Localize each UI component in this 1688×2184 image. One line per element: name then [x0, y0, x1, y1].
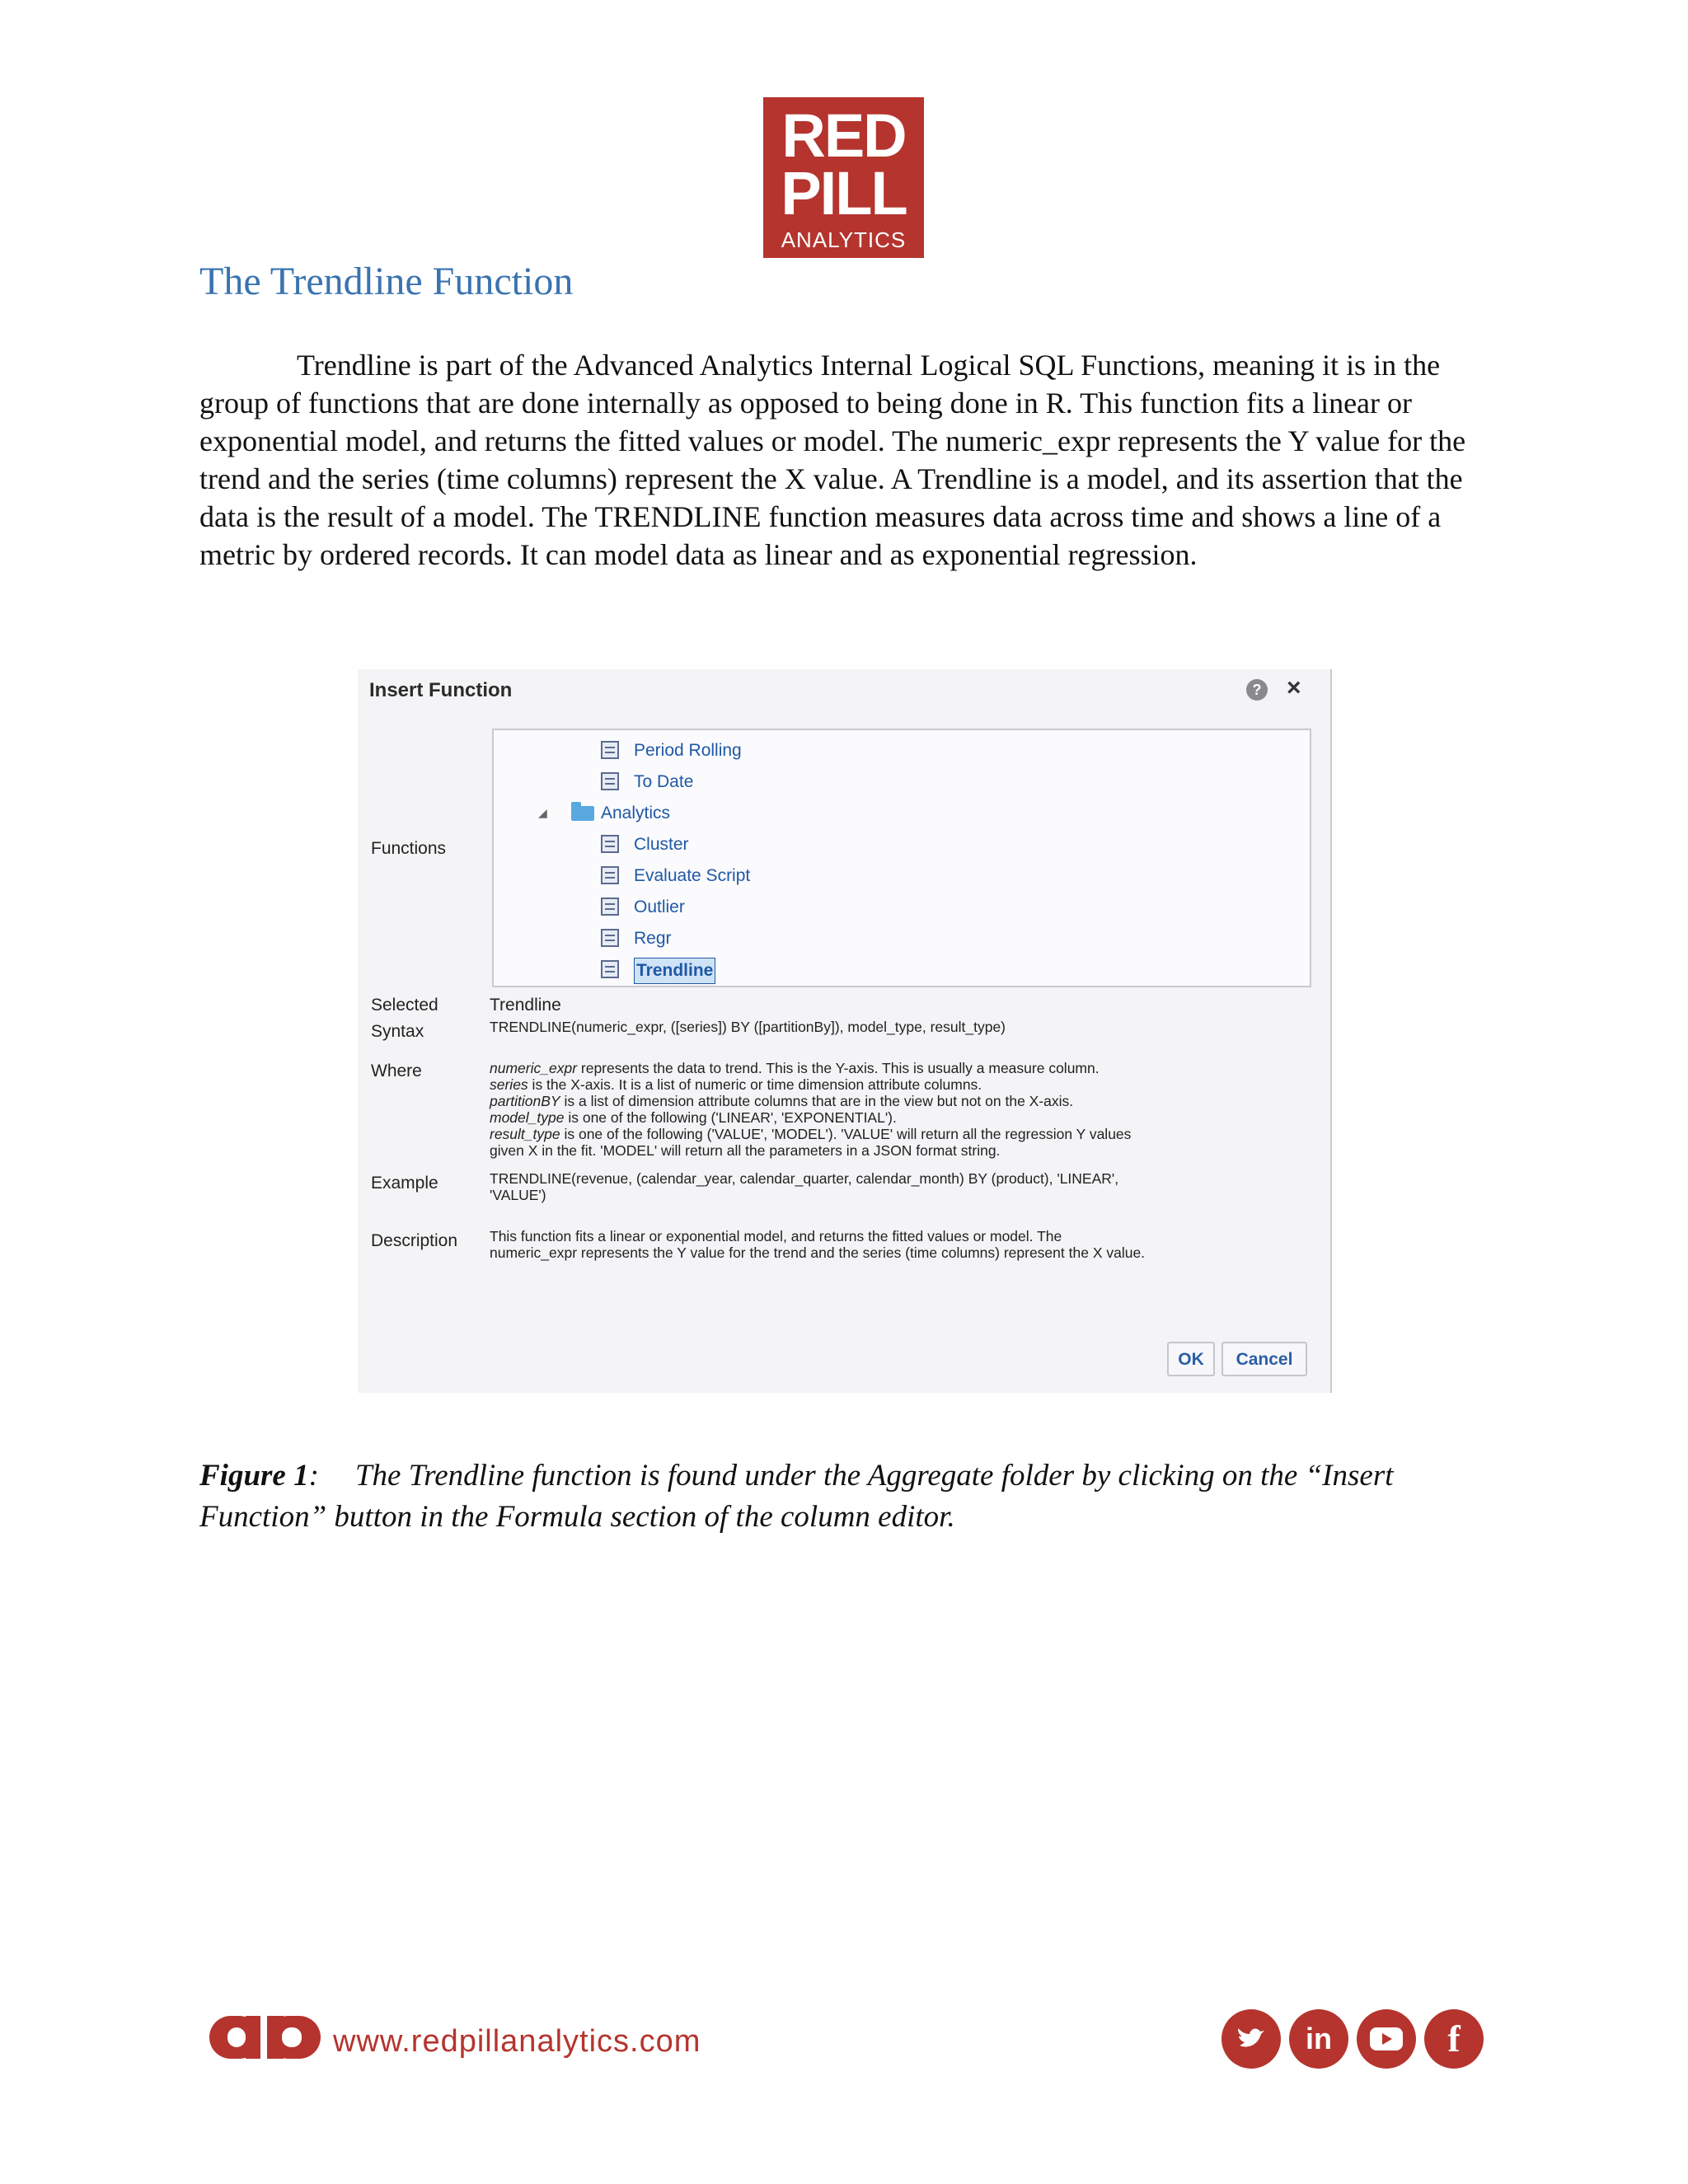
tree-item-label: To Date: [634, 772, 694, 791]
example-line: 'VALUE'): [490, 1187, 546, 1203]
example-line: TRENDLINE(revenue, (calendar_year, calendar_quarter, calendar_month) BY (product), 'LINEAR',: [490, 1170, 1119, 1187]
tree-item-label: Regr: [634, 929, 672, 948]
tree-item-label: Cluster: [634, 835, 689, 854]
where-term: numeric_expr: [490, 1060, 578, 1076]
facebook-icon[interactable]: f: [1424, 2009, 1484, 2069]
caption-text: The Trendline function is found under the Aggregate folder by clicking on the “Insert Function” button in the Formula section of the column editor.: [199, 1459, 1394, 1534]
logo-line-analytics: ANALYTICS: [781, 227, 907, 252]
tree-item-label-selected: Trendline: [634, 958, 715, 984]
where-term: result_type: [490, 1126, 560, 1142]
red-pill-logo: [763, 97, 924, 258]
where-desc: is one of the following ('LINEAR', 'EXPONENTIAL').: [564, 1109, 897, 1126]
where-line: [490, 1109, 1314, 1126]
description-line: This function fits a linear or exponential model, and returns the fitted values or model. The: [490, 1228, 1062, 1244]
twitter-icon[interactable]: [1221, 2009, 1281, 2069]
where-desc: is a list of dimension attribute columns that are in the view but not on the X-axis.: [560, 1093, 1074, 1109]
description-label: Description: [371, 1231, 458, 1250]
document-icon: [601, 898, 619, 916]
where-desc: is one of the following ('VALUE', 'MODEL'). 'VALUE' will return all the regression Y values: [560, 1126, 1132, 1142]
syntax-value: TRENDLINE(numeric_expr, ([series]) BY ([partitionBy]), model_type, result_type): [490, 1019, 1006, 1035]
youtube-icon[interactable]: [1357, 2009, 1416, 2069]
linkedin-icon[interactable]: in: [1289, 2009, 1348, 2069]
tree-item-label: Outlier: [634, 898, 685, 916]
example-label: Example: [371, 1174, 438, 1193]
selected-label: Selected: [371, 996, 438, 1015]
website-link[interactable]: www.redpillanalytics.com: [333, 2024, 701, 2059]
syntax-label: Syntax: [371, 1022, 424, 1041]
logo-line-pill: PILL: [781, 159, 907, 227]
folder-icon: [571, 806, 594, 821]
where-line: [490, 1060, 1314, 1076]
tree-item-label: Evaluate Script: [634, 866, 751, 885]
expand-triangle-icon[interactable]: ◢: [538, 806, 547, 819]
caption-label: Figure 1: [199, 1459, 309, 1493]
document-icon: [601, 772, 619, 790]
function-tree[interactable]: [492, 729, 1311, 987]
where-desc: given X in the fit. 'MODEL' will return all the parameters in a JSON format string.: [490, 1142, 1001, 1159]
dialog-title: Insert Function: [369, 679, 513, 701]
document-icon: [601, 741, 619, 759]
help-icon[interactable]: ?: [1246, 679, 1268, 701]
where-text: [490, 1060, 1314, 1159]
insert-function-dialog: [358, 669, 1332, 1393]
description-line: numeric_expr represents the Y value for the trend and the series (time columns) represent the X value.: [490, 1244, 1146, 1261]
document-icon: [601, 835, 619, 853]
figure-caption: [199, 1455, 1518, 1538]
ok-button[interactable]: OK: [1167, 1342, 1215, 1376]
tree-item-label: Analytics: [601, 804, 671, 823]
document-icon: [601, 960, 619, 978]
logo-line-red: RED: [781, 101, 906, 170]
document-icon: [601, 929, 619, 947]
document-icon: [601, 866, 619, 884]
where-line: [490, 1142, 1314, 1159]
cancel-button[interactable]: Cancel: [1221, 1342, 1307, 1376]
where-line: [490, 1093, 1314, 1109]
functions-label: Functions: [371, 839, 447, 858]
selected-value: Trendline: [490, 996, 561, 1015]
where-term: model_type: [490, 1109, 565, 1126]
where-line: [490, 1126, 1314, 1142]
where-line: [490, 1076, 1314, 1093]
example-text: [490, 1170, 1314, 1203]
where-desc: represents the data to trend. This is the Y-axis. This is usually a measure column.: [577, 1060, 1100, 1076]
tree-item-label: Period Rolling: [634, 741, 742, 760]
intro-paragraph: [199, 346, 1493, 574]
close-icon[interactable]: ×: [1287, 674, 1301, 701]
where-term: series: [490, 1076, 528, 1093]
intro-text: Trendline is part of the Advanced Analytics Internal Logical SQL Functions, meaning it is in the group of functions that are done internally as opposed to being done in R. This function fits a linear or exponential model, and returns the fitted values or model. The numeric_expr represents the Y value for the trend and the series (time columns) represent the X value. A Trendline is a model, and its assertion that the data is the result of a model. The TRENDLINE function measures data across time and shows a line of a metric by ordered records. It can model data as linear and as exponential regression.: [199, 349, 1466, 571]
caption-separator: :: [308, 1459, 319, 1493]
description-text: [490, 1228, 1314, 1261]
where-desc: is the X-axis. It is a list of numeric or time dimension attribute columns.: [528, 1076, 982, 1093]
page-title: The Trendline Function: [199, 260, 574, 303]
red-pill-mark-icon: [209, 2016, 321, 2059]
where-term: partitionBY: [490, 1093, 560, 1109]
where-label: Where: [371, 1062, 422, 1080]
